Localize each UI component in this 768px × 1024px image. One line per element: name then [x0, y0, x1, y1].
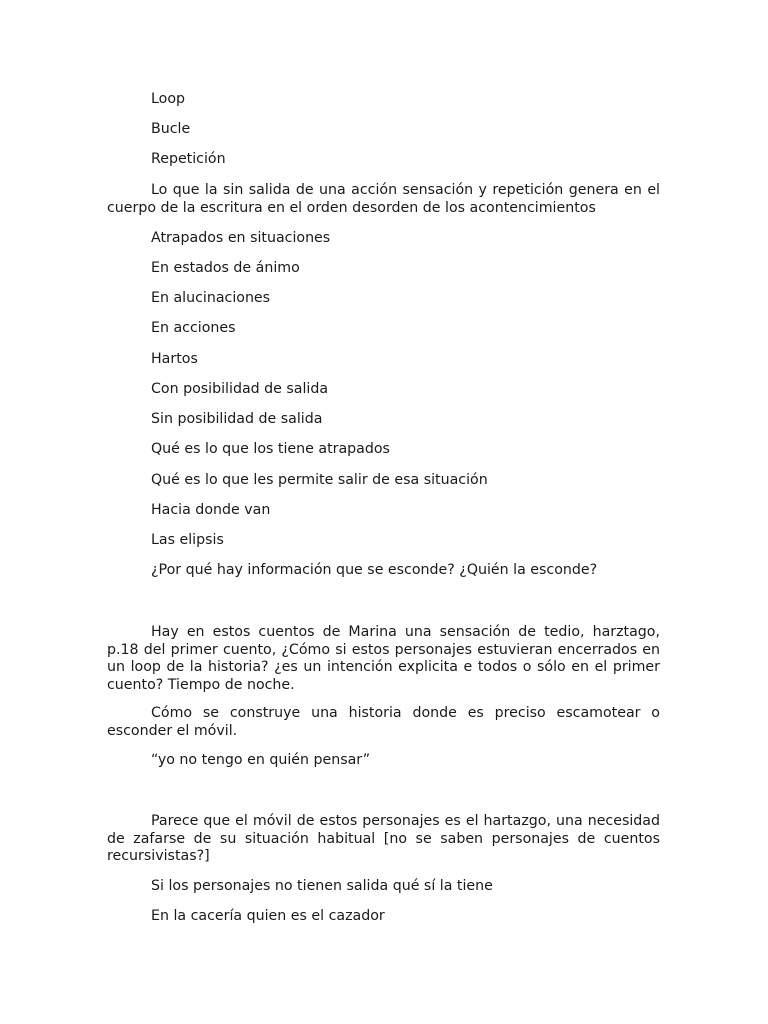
paragraph-bucle: Bucle — [151, 121, 191, 137]
paragraph-acciones: En acciones — [151, 320, 236, 336]
paragraph-sin-salida-tiene: Si los personajes no tienen salida qué sí la tiene — [151, 878, 493, 894]
paragraph-cuentos-marina: Hay en estos cuentos de Marina una sensación de tedio, harztago, p.18 del primer cuento, ¿Cómo si estos personajes estuvieran encerrados en un loop de la historia? ¿es un intención explicita e todos o sólo en el primer cuento? Tiempo de noche. — [107, 624, 660, 693]
paragraph-informacion-esconde: ¿Por qué hay información que se esconde? ¿Quién la esconde? — [151, 562, 598, 578]
paragraph-hartos: Hartos — [151, 351, 198, 367]
paragraph-quote: “yo no tengo en quién pensar” — [151, 752, 371, 768]
paragraph-atrapados: Atrapados en situaciones — [151, 230, 331, 246]
paragraph-caceria: En la cacería quien es el cazador — [151, 908, 385, 924]
paragraph-que-atrapados: Qué es lo que los tiene atrapados — [151, 441, 390, 457]
paragraph-loop: Loop — [151, 91, 186, 107]
paragraph-movil-hartazgo: Parece que el móvil de estos personajes es el hartazgo, una necesidad de zafarse de su situación habitual [no se saben personajes de cuentos recursivistas?] — [107, 813, 660, 865]
paragraph-sin-salida: Lo que la sin salida de una acción sensación y repetición genera en el cuerpo de la escritura en el orden desorden de los acontencimientos — [107, 182, 660, 216]
paragraph-repeticion: Repetición — [151, 151, 226, 167]
paragraph-alucinaciones: En alucinaciones — [151, 290, 271, 306]
paragraph-estados-animo: En estados de ánimo — [151, 260, 300, 276]
paragraph-que-permite-salir: Qué es lo que les permite salir de esa situación — [151, 472, 488, 488]
paragraph-elipsis: Las elipsis — [151, 532, 224, 548]
paragraph-construye-historia: Cómo se construye una historia donde es preciso escamotear o esconder el móvil. — [107, 705, 660, 739]
paragraph-con-posibilidad: Con posibilidad de salida — [151, 381, 329, 397]
paragraph-hacia-donde: Hacia donde van — [151, 502, 271, 518]
paragraph-sin-posibilidad: Sin posibilidad de salida — [151, 411, 323, 427]
